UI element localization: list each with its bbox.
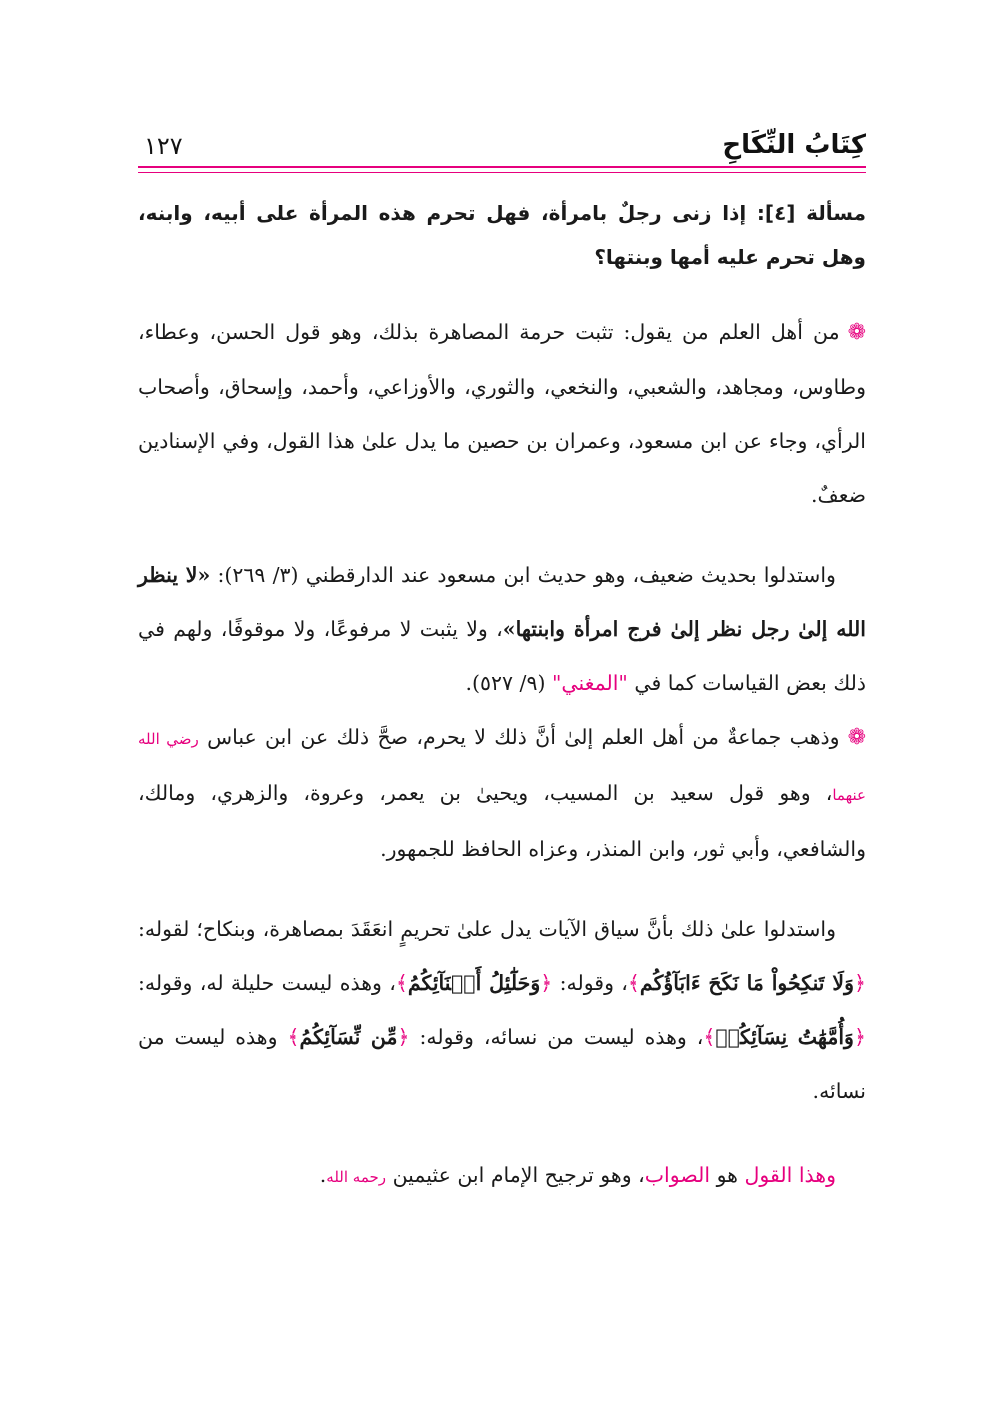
paragraph-5-text-d: ، وهو ترجيح الإمام ابن عثيمين: [392, 1163, 645, 1187]
quran-verse-1: [628, 971, 866, 995]
paragraph-4-text-d: ، وهذه ليست من نسائه، وقوله:: [419, 1025, 704, 1049]
page-number: ١٢٧: [144, 132, 183, 160]
honorific-glyph: رضي الله عنهما: [138, 730, 866, 804]
verse-close-bracket: ﴾: [395, 971, 408, 995]
question-heading: [138, 191, 866, 279]
paragraph-4: [138, 902, 866, 1118]
paragraph-4-text-c: ، وهذه ليست حليلة له، وقوله:: [138, 971, 396, 995]
verse-1-text: وَلَا تَنكِحُواْ مَا نَكَحَ ءَابَآؤُكُم: [639, 971, 854, 995]
paragraph-2: [138, 548, 866, 710]
paragraph-1-text: من أهل العلم من يقول: تثبت حرمة المصاهرة بذلك، وهو قول الحسن، وعطاء، وطاوس، ومجاهد، والشعبي، والنخعي، والثوري، والأوزاعي، وأحمد، وإسحاق، وأصحاب الرأي، وجاء عن ابن مسعود، وعمران بن حصين ما يدل علىٰ هذا القول، وفي الإسنادين ضعفٌ.: [138, 320, 866, 507]
header-rule-thin: [138, 172, 866, 173]
verse-2-text: وَحَلَٰٓئِلُ أَبۡنَآئِكُمُ: [407, 971, 541, 995]
paragraph-2-text-a: واستدلوا بحديث ضعيف، وهو حديث ابن مسعود عند الدارقطني (٣/ ٢٦٩):: [217, 563, 836, 587]
verse-open-bracket: ﴿: [853, 971, 866, 995]
quran-verse-4: [287, 1025, 409, 1049]
source-reference: "المغني": [552, 671, 628, 695]
conclusion-highlight-2: الصواب: [644, 1163, 711, 1187]
verse-open-bracket: ﴿: [540, 971, 553, 995]
book-page: [138, 120, 866, 1204]
verse-3-text: وَأُمَّهَٰتُ نِسَآئِكُمۡ: [715, 1025, 854, 1049]
header-rule-thick: [138, 166, 866, 168]
paragraph-2-text-b: ، ولا يثبت لا مرفوعًا، ولا موقوفًا، ولهم في ذلك بعض القياسات كما في: [138, 617, 866, 695]
quran-verse-3: [703, 1025, 866, 1049]
flower-ornament-icon: ❁: [847, 725, 866, 750]
paragraph-5-text-e: .: [319, 1163, 327, 1187]
paragraph-4-text-b: ، وقوله:: [559, 971, 628, 995]
running-header: [138, 120, 866, 160]
verse-open-bracket: ﴿: [397, 1025, 410, 1049]
paragraph-5-text-b: هو: [716, 1163, 738, 1187]
conclusion-highlight-1: وهذا القول: [744, 1163, 836, 1187]
paragraph-4-text-e: وهذه ليست من نسائه.: [138, 1025, 866, 1103]
hadith-quote: «لا ينظر الله إلىٰ رجل نظر إلىٰ فرج امرأة وابنتها»: [138, 563, 866, 641]
verse-4-text: مِّن نِّسَآئِكُمُ: [299, 1025, 398, 1049]
paragraph-3: [138, 710, 866, 876]
flower-ornament-icon: ❁: [847, 320, 866, 345]
paragraph-1: [138, 305, 866, 522]
verse-open-bracket: ﴿: [853, 1025, 866, 1049]
verse-close-bracket: ﴾: [703, 1025, 716, 1049]
verse-close-bracket: ﴾: [627, 971, 640, 995]
question-label: مسألة [٤]:: [756, 201, 866, 225]
book-title: كِتَابُ النِّكَاحِ: [722, 130, 866, 160]
question-text: إذا زنى رجلٌ بامرأة، فهل تحرم هذه المرأة على أبيه، وابنه، وهل تحرم عليه أمها وبنتها؟: [138, 201, 866, 269]
paragraph-3-text-a: وذهب جماعةٌ من أهل العلم إلىٰ أنَّ ذلك لا يحرم، صحَّ ذلك عن ابن عباس: [207, 725, 840, 749]
paragraph-2-text-c: (٩/ ٥٢٧).: [465, 671, 546, 695]
paragraph-4-text-a: واستدلوا علىٰ ذلك بأنَّ سياق الآيات يدل علىٰ تحريمٍ انعَقَدَ بمصاهرة، وبنكاح؛ لقوله:: [138, 917, 836, 941]
paragraph-3-text-b: ، وهو قول سعيد بن المسيب، ويحيىٰ بن يعمر، وعروة، والزهري، ومالك، والشافعي، وأبي ثور، وابن المنذر، وعزاه الحافظ للجمهور.: [138, 781, 866, 861]
paragraph-5: [138, 1148, 866, 1204]
honorific-glyph: رحمه الله: [326, 1168, 387, 1186]
quran-verse-2: [396, 971, 552, 995]
verse-close-bracket: ﴾: [287, 1025, 300, 1049]
